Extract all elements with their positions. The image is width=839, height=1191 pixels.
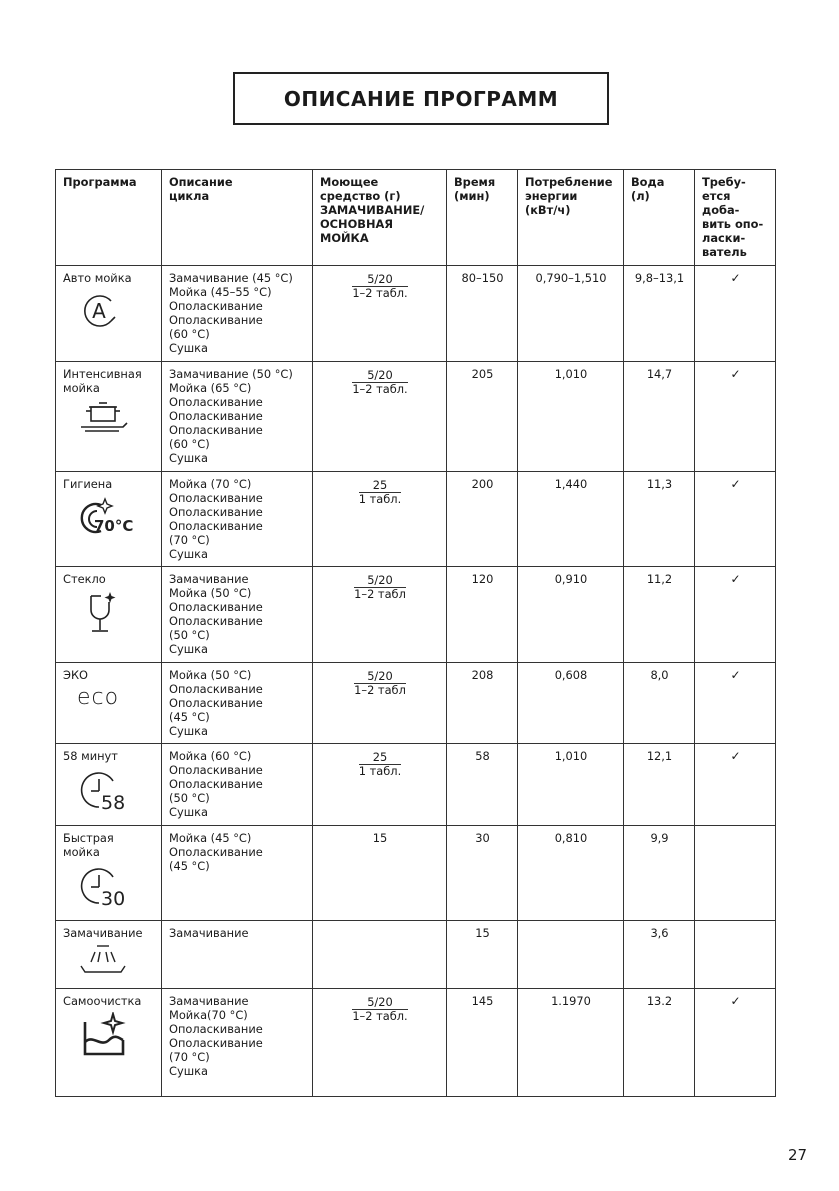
svg-text:A: A	[92, 299, 106, 323]
title-box	[233, 72, 609, 125]
table-row	[56, 663, 776, 744]
header-energy: Потребление энергии (кВт/ч)	[518, 170, 624, 266]
program-name: Замачивание	[63, 926, 143, 940]
program-name: Интенсивная	[63, 367, 142, 381]
eco-icon: eco	[77, 685, 120, 710]
time-cell: 58	[447, 744, 518, 826]
detergent-cell: $\frac{25}{\text{1 табл.}}$	[313, 744, 447, 826]
table-row	[56, 921, 776, 989]
cycle-cell: Мойка (50 °C) Ополаскивание Ополаскивание (45 °C) Сушка	[162, 663, 313, 744]
cycle-cell: Замачивание (45 °C) Мойка (45–55 °C) Ополаскивание Ополаскивание (60 °C) Сушка	[162, 266, 313, 362]
cycle-cell: Мойка (70 °C) Ополаскивание Ополаскивание Ополаскивание (70 °C) Сушка	[162, 472, 313, 567]
cycle-cell: Замачивание	[162, 921, 313, 989]
page-title: ОПИСАНИЕ ПРОГРАММ	[283, 86, 559, 111]
time-cell: 80–150	[447, 266, 518, 362]
program-name: мойка	[63, 845, 100, 859]
time-cell: 205	[447, 362, 518, 472]
table-header-row	[56, 170, 776, 266]
clock-30-icon	[77, 863, 131, 909]
program-cell	[56, 266, 162, 362]
table-row	[56, 567, 776, 663]
cycle-cell: Замачивание (50 °C) Мойка (65 °C) Ополаскивание Ополаскивание Ополаскивание (60 °C) Сушка	[162, 362, 313, 472]
energy-cell: 0,790–1,510	[518, 266, 624, 362]
program-name: Гигиена	[63, 477, 113, 491]
program-cell	[56, 567, 162, 663]
rinse-cell	[695, 921, 776, 989]
svg-text:58: 58	[101, 792, 126, 813]
detergent-cell: 15	[313, 826, 447, 921]
rinse-cell: ✓	[695, 989, 776, 1097]
program-cell	[56, 826, 162, 921]
hygiene-70c-icon	[77, 495, 133, 539]
program-cell	[56, 989, 162, 1097]
cycle-cell: Мойка (45 °C) Ополаскивание (45 °C)	[162, 826, 313, 921]
cycle-cell: Замачивание Мойка(70 °C) Ополаскивание Ополаскивание (70 °C) Сушка	[162, 989, 313, 1097]
time-cell: 208	[447, 663, 518, 744]
time-cell: 30	[447, 826, 518, 921]
time-cell: 145	[447, 989, 518, 1097]
energy-cell	[518, 921, 624, 989]
water-cell: 9,8–13,1	[624, 266, 695, 362]
table-row	[56, 989, 776, 1097]
wine-glass-icon	[77, 590, 121, 638]
detergent-cell: $\frac{5/20}{\text{1–2 табл.}}$	[313, 362, 447, 472]
rinse-cell: ✓	[695, 362, 776, 472]
rinse-cell: ✓	[695, 663, 776, 744]
table-row	[56, 826, 776, 921]
page-number: 27	[788, 1146, 808, 1164]
svg-text:30: 30	[101, 888, 126, 909]
time-cell: 15	[447, 921, 518, 989]
header-program: Программа	[56, 170, 162, 266]
energy-cell: 1,010	[518, 362, 624, 472]
rinse-cell: ✓	[695, 266, 776, 362]
header-water: Вода (л)	[624, 170, 695, 266]
header-detergent: Моющее средство (г) ЗАМАЧИВАНИЕ/ ОСНОВНАЯ МОЙКА	[313, 170, 447, 266]
pot-icon	[77, 399, 129, 437]
table-row	[56, 472, 776, 567]
table-row	[56, 362, 776, 472]
detergent-cell: $\frac{5/20}{\text{1–2 табл}}$	[313, 663, 447, 744]
detergent-cell: $\frac{5/20}{\text{1–2 табл.}}$	[313, 266, 447, 362]
energy-cell: 0,910	[518, 567, 624, 663]
detergent-cell: $\frac{5/20}{\text{1–2 табл.}}$	[313, 989, 447, 1097]
program-cell	[56, 472, 162, 567]
water-cell: 9,9	[624, 826, 695, 921]
header-rinse: Требу- ется доба- вить опо- ласки- ватель	[695, 170, 776, 266]
water-cell: 3,6	[624, 921, 695, 989]
time-cell: 120	[447, 567, 518, 663]
rinse-cell	[695, 826, 776, 921]
program-cell	[56, 362, 162, 472]
energy-cell: 1,440	[518, 472, 624, 567]
rinse-cell: ✓	[695, 567, 776, 663]
program-name: Быстрая	[63, 831, 114, 845]
program-cell	[56, 744, 162, 826]
detergent-cell: $\frac{25}{\text{1 табл.}}$	[313, 472, 447, 567]
energy-cell: 0,608	[518, 663, 624, 744]
water-cell: 14,7	[624, 362, 695, 472]
program-name: Стекло	[63, 572, 106, 586]
svg-text:70°C: 70°C	[94, 517, 133, 535]
program-name: Авто мойка	[63, 271, 132, 285]
detergent-cell	[313, 921, 447, 989]
detergent-cell: $\frac{5/20}{\text{1–2 табл}}$	[313, 567, 447, 663]
water-cell: 8,0	[624, 663, 695, 744]
program-cell	[56, 921, 162, 989]
cycle-cell: Замачивание Мойка (50 °C) Ополаскивание Ополаскивание (50 °C) Сушка	[162, 567, 313, 663]
water-cell: 13.2	[624, 989, 695, 1097]
soak-icon	[77, 944, 129, 978]
cycle-cell: Мойка (60 °C) Ополаскивание Ополаскивание (50 °C) Сушка	[162, 744, 313, 826]
water-cell: 11,3	[624, 472, 695, 567]
energy-cell: 0,810	[518, 826, 624, 921]
water-cell: 12,1	[624, 744, 695, 826]
energy-cell: 1.1970	[518, 989, 624, 1097]
water-cell: 11,2	[624, 567, 695, 663]
program-name: ЭКО	[63, 668, 89, 682]
energy-cell: 1,010	[518, 744, 624, 826]
time-cell: 200	[447, 472, 518, 567]
table-row	[56, 266, 776, 362]
programs-table	[55, 169, 776, 1097]
table-row	[56, 744, 776, 826]
clock-58-icon	[77, 767, 131, 813]
auto-wash-icon	[77, 289, 125, 333]
rinse-cell: ✓	[695, 744, 776, 826]
header-cycle: Описание цикла	[162, 170, 313, 266]
program-name: мойка	[63, 381, 100, 395]
self-clean-icon	[77, 1012, 129, 1060]
header-time: Время (мин)	[447, 170, 518, 266]
rinse-cell: ✓	[695, 472, 776, 567]
program-name: Самоочистка	[63, 994, 142, 1008]
program-name: 58 минут	[63, 749, 118, 763]
program-cell	[56, 663, 162, 744]
